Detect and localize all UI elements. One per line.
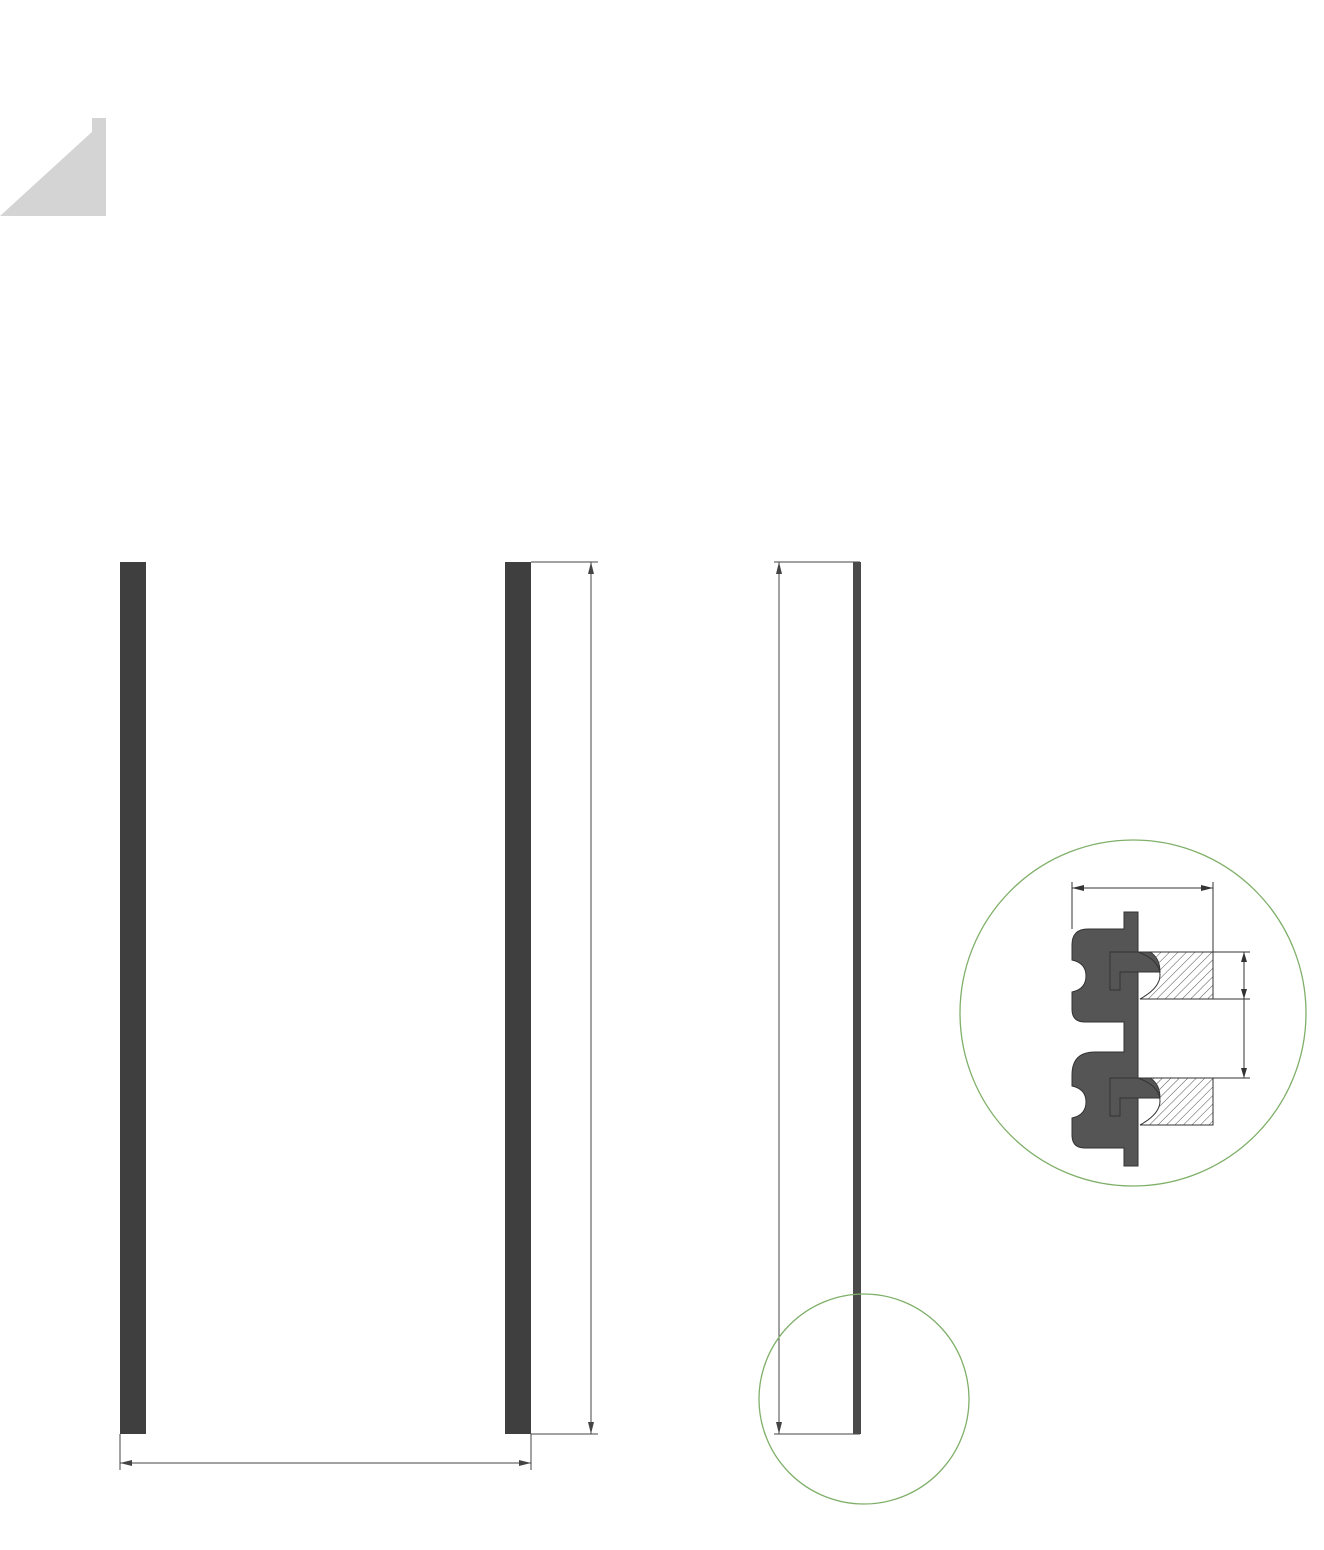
section-spine: [853, 562, 861, 1434]
plan-view: [120, 562, 598, 1470]
logo-bar: [92, 118, 106, 216]
logo-triangle: [0, 120, 105, 216]
left-rail: [120, 562, 146, 1434]
detail-callout-circle: [759, 1294, 969, 1504]
right-rail: [505, 562, 531, 1434]
detail-profile: [1072, 912, 1138, 1166]
detail-view: [960, 840, 1306, 1186]
section-view: [759, 562, 969, 1504]
